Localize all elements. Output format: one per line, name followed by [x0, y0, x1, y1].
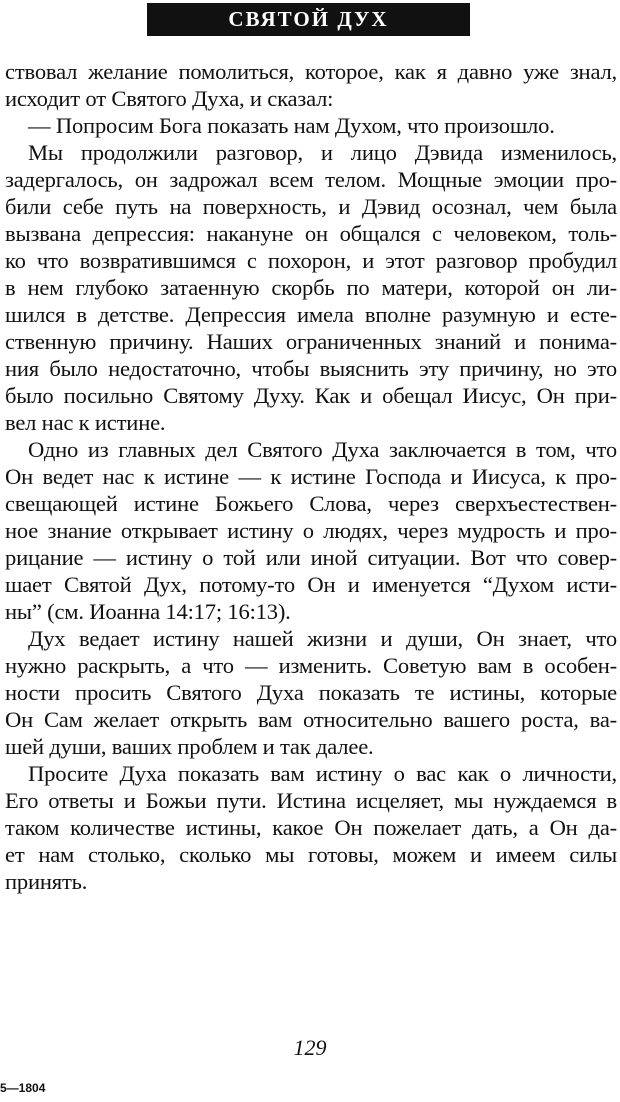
text-line: Он ведет нас к истине — к истине Господа и Иисуса, к про- — [5, 464, 617, 489]
text-line: шей души, ваших проблем и так далее. — [5, 734, 374, 759]
text-line: нужно раскрыть, а что — изменить. Советую вам в особен- — [5, 653, 617, 678]
text-line: было посильно Святому Духу. Как и обещал Иисус, Он при- — [5, 383, 617, 408]
printer-signature-mark: 5—1804 — [0, 1081, 46, 1095]
text-line: Его ответы и Божьи пути. Истина исцеляет, мы нуждаемся в — [5, 788, 617, 813]
text-line: принять. — [5, 869, 88, 894]
text-line: вызвана депрессия: накануне он общался с человеком, толь- — [5, 221, 617, 246]
text-line: ны” (см. Иоанна 14:17; 16:13). — [5, 599, 291, 624]
text-line: свещающей истине Божьего Слова, через сверхъестествен- — [5, 491, 617, 516]
page-number: 129 — [293, 1035, 327, 1060]
text-line: Он Сам желает открыть вам относительно вашего роста, ва- — [5, 707, 617, 732]
text-line: — Попросим Бога показать нам Духом, что произошло. — [28, 113, 555, 138]
text-line: ния было недостаточно, чтобы выяснить эту причину, но это — [5, 356, 617, 381]
text-line: ствовал желание помолиться, которое, как я давно уже знал, — [5, 59, 617, 84]
text-line: Одно из главных дел Святого Духа заключается в том, что — [28, 437, 617, 462]
text-line: Мы продолжили разговор, и лицо Дэвида изменилось, — [28, 140, 617, 165]
text-line: ности просить Святого Духа показать те истины, которые — [5, 680, 617, 705]
text-line: Дух ведает истину нашей жизни и души, Он знает, что — [28, 626, 617, 651]
text-line: исходит от Святого Духа, и сказал: — [5, 86, 334, 111]
running-head-title: СВЯТОЙ ДУХ — [228, 7, 389, 31]
text-line: шился в детстве. Депрессия имела вполне разумную и есте- — [5, 302, 617, 327]
text-line: ное знание открывает истину о людях, через мудрость и про- — [5, 518, 617, 543]
running-head — [147, 3, 470, 36]
text-line: ет нам столько, сколько мы готовы, можем и имеем силы — [5, 842, 617, 867]
body-text — [5, 58, 617, 895]
text-line: вел нас к истине. — [5, 410, 166, 435]
text-line: в нем глубоко затаенную скорбь по матери, которой он ли- — [5, 275, 617, 300]
text-line: Просите Духа показать вам истину о вас как о личности, — [28, 761, 617, 786]
text-line: ственную причину. Наших ограниченных знаний и понима- — [5, 329, 617, 354]
text-line: задергалось, он задрожал всем телом. Мощные эмоции про- — [5, 167, 617, 192]
text-line: ко что возвратившимся с похорон, и этот разговор пробудил — [5, 248, 617, 273]
text-line: таком количестве истины, какое Он пожелает дать, а Он да- — [5, 815, 617, 840]
text-line: били себе путь на поверхность, и Дэвид осознал, чем была — [5, 194, 617, 219]
text-line: рицание — истину о той или иной ситуации. Вот что совер- — [5, 545, 617, 570]
text-line: шает Святой Дух, потому-то Он и именуется “Духом исти- — [5, 572, 617, 597]
